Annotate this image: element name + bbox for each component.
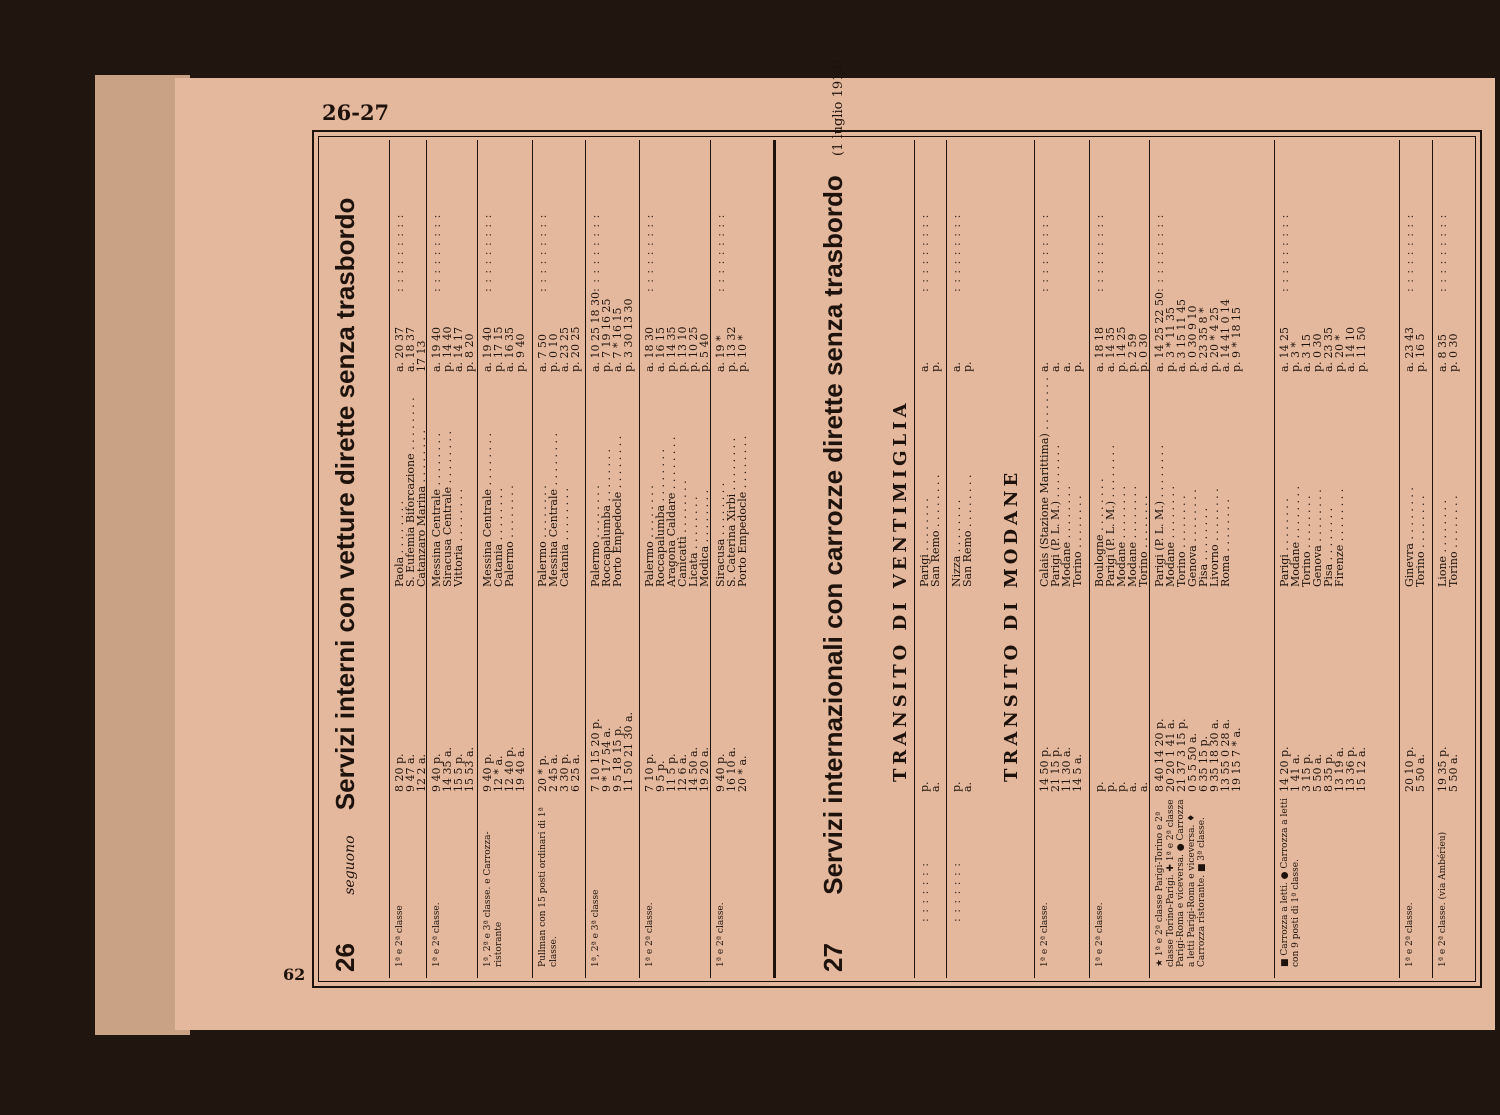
block-separator <box>585 140 586 978</box>
station-name: Torino . . . . . . . . <box>1175 495 1188 587</box>
departure-time: 15 53 a. <box>463 746 476 792</box>
class-note: 1ª e 2ª classe. <box>716 902 726 967</box>
station-name: Licata . . . . . . . . <box>687 496 700 587</box>
class-note: 1ª e 2ª classe. <box>1095 902 1105 967</box>
departure-time: 3 30 p. <box>558 753 571 792</box>
station-name: Torino . . . . . . . . <box>1071 495 1084 587</box>
arrival-time: p. <box>1071 361 1084 372</box>
departure-time: 9 5 p. <box>654 760 667 792</box>
departure-time: 11 5 p. <box>665 753 678 792</box>
departure-time: 8 20 p. <box>393 753 406 792</box>
station-name: Catania . . . . . . . . <box>492 487 505 587</box>
arrival-time: a. 23 35 <box>1322 326 1335 372</box>
departure-time: 19 20 a. <box>698 746 711 792</box>
departure-time: 14 50 p. <box>1038 746 1051 792</box>
departure-time: 12 40 p. <box>503 746 516 792</box>
arrival-time: p. 0 30 <box>1311 333 1324 372</box>
arrival-time: p. 8 20 <box>463 333 476 372</box>
filler-dots: : : : : : : : : : <box>1153 213 1166 292</box>
section-26-number: 26 <box>330 943 360 972</box>
station-name: Palermo . . . . . . . . <box>589 485 602 587</box>
station-name: Aragona Caldare . . . . . . . . <box>665 436 678 587</box>
class-note: ★ 1ª e 2ª classe Parigi-Torino e 2ª classe Torino-Parigi. ✚ 1ª e 2ª classe Parigi-Roma e viceversa. ● Carrozza a letti Parigi-Roma e viceversa. ♦ Carrozza ristorante. ■ 3ª classe. <box>1155 799 1207 967</box>
departure-time: p. <box>918 781 931 792</box>
block-separator <box>1089 140 1090 978</box>
block-separator <box>1274 140 1275 978</box>
timetable-block <box>481 136 533 982</box>
arrival-time: p. 14 25 <box>1115 326 1128 372</box>
arrival-time: a. 16 35 <box>503 326 516 372</box>
station-name: S. Eufemia Biforcazione . . . . . . . . <box>404 397 417 587</box>
station-name: Lione . . . . . . . . <box>1436 500 1449 587</box>
station-name: Torino . . . . . . . . <box>1447 495 1460 587</box>
arrival-time: p. 2 59 <box>1126 333 1139 372</box>
class-note: 1ª e 2ª classe. <box>1040 902 1050 967</box>
block-separator <box>477 140 478 978</box>
departure-time: 21 37 3 15 p. <box>1175 718 1188 792</box>
station-name: Paola . . . . . . . . <box>393 500 406 587</box>
arrival-time: a. <box>1049 361 1062 372</box>
arrival-time: a. 19 40 <box>481 326 494 372</box>
arrival-time: p. 9 40 <box>514 333 527 372</box>
departure-time: 16 10 a. <box>725 746 738 792</box>
station-name: San Remo . . . . . . . . <box>961 474 974 587</box>
section-27-number: 27 <box>818 943 848 972</box>
arrival-time: a. 19 40 <box>430 326 443 372</box>
class-note: Pullman con 15 posti ordinari di 1ª classe. <box>538 807 559 967</box>
station-name: San Remo . . . . . . . . <box>929 474 942 587</box>
departure-time: 11 30 a. <box>1060 746 1073 792</box>
departure-time: 3 15 p. <box>1300 753 1313 792</box>
timetable-block <box>643 136 711 982</box>
station-name: Firenze . . . . . . . . <box>1333 488 1346 587</box>
arrival-time: p. 3 * 11 35 <box>1164 306 1177 372</box>
departure-time: 20 * a. <box>736 755 749 792</box>
departure-time: 0 5 5 50 a. <box>1186 732 1199 792</box>
filler-dots: : : : : : : : <box>950 862 963 922</box>
departure-time: 14 5 a. <box>1071 753 1084 792</box>
departure-time: 13 55 0 28 a. <box>1219 718 1232 792</box>
station-name: Palermo . . . . . . . . <box>536 485 549 587</box>
section-26-title: Servizi interni con vetture dirette senza trasbordo <box>330 197 360 811</box>
departure-time: 8 35 p. <box>1322 753 1335 792</box>
arrival-time: p. 0 10 <box>547 333 560 372</box>
arrival-time: a. 14 25 22 50 <box>1153 291 1166 372</box>
arrival-time: a. <box>950 361 963 372</box>
filler-dots: : : : : : : : : : <box>589 213 602 292</box>
station-name: Parigi (P. L. M.) . . . . . . . . <box>1104 444 1117 587</box>
station-name: Modane . . . . . . . . <box>1164 485 1177 587</box>
arrival-time: p. <box>929 361 942 372</box>
station-name: Roccapalumba . . . . . . . . <box>654 449 667 587</box>
timetable-block <box>1038 136 1090 982</box>
class-note: 1ª e 2ª classe <box>395 905 405 967</box>
timetable-block <box>918 136 946 982</box>
block-separator <box>1399 140 1400 978</box>
block-separator <box>1034 140 1035 978</box>
arrival-time: p. 16 5 <box>1414 333 1427 372</box>
departure-time: 9 40 p. <box>714 753 727 792</box>
arrival-time: a. 3 15 <box>1300 333 1313 372</box>
departure-time: p. <box>1104 781 1117 792</box>
arrival-time: p. 0 30 9 10 <box>1186 305 1199 372</box>
departure-time: 7 10 15 20 p. <box>589 718 602 792</box>
departure-time: a. <box>1126 781 1139 792</box>
arrival-time: a. 14 17 <box>452 326 465 372</box>
station-name: Genova . . . . . . . . <box>1186 489 1199 587</box>
arrival-time: p. 14 35 <box>665 326 678 372</box>
block-separator <box>710 140 711 978</box>
departure-time: 5 50 a. <box>1447 753 1460 792</box>
departure-time: 14 50 a. <box>687 746 700 792</box>
arrival-time: p. 5 40 <box>698 333 711 372</box>
block-separator <box>389 140 390 978</box>
station-name: Nizza . . . . . . . . <box>950 499 963 587</box>
station-name: Siracusa . . . . . . . . <box>714 482 727 587</box>
timetable-block <box>1278 136 1398 982</box>
class-note: 1ª e 2ª classe. (via Ambérieu) <box>1438 831 1448 967</box>
timetable-block <box>1403 136 1433 982</box>
arrival-time: p. 3 * <box>1289 341 1302 372</box>
transit-ventimiglia: TRANSITO DI VENTIMIGLIA <box>890 399 911 782</box>
departure-time: 9 40 p. <box>430 753 443 792</box>
station-name: Messina Centrale . . . . . . . . <box>547 433 560 587</box>
departure-time: a. <box>929 781 942 792</box>
departure-time: 20 * p. <box>536 754 549 792</box>
arrival-time: a. 23 43 <box>1403 326 1416 372</box>
arrival-time: p. 9 * 18 15 <box>1230 306 1243 372</box>
class-note: ■ Carrozza a letti. ● Carrozza a letti con 9 posti di 1ª classe. <box>1280 798 1301 967</box>
departure-time: 12 2 a. <box>415 753 428 792</box>
departure-time: 7 10 p. <box>643 753 656 792</box>
timetable-block <box>714 136 766 982</box>
station-name: Ginevra . . . . . . . . <box>1403 487 1416 587</box>
block-separator <box>1149 140 1150 978</box>
departure-time: a. <box>961 781 974 792</box>
arrival-time: p. 0 30 <box>1137 333 1150 372</box>
arrival-time: a. 18 37 <box>404 326 417 372</box>
class-note: 1ª e 2ª classe. <box>432 902 442 967</box>
arrival-time: a. 7 * 16 15 <box>611 307 624 372</box>
arrival-time: a. 10 25 18 30 <box>589 291 602 372</box>
section-range: 26-27 <box>322 100 390 125</box>
departure-time: 12 6 a. <box>676 753 689 792</box>
section-26-heading <box>330 198 361 972</box>
arrival-time: p. 20 25 <box>569 326 582 372</box>
station-name: Livorno . . . . . . . . <box>1208 488 1221 587</box>
filler-dots: : : : : : : : : : <box>918 213 931 292</box>
arrival-time: a. 3 15 11 45 <box>1175 298 1188 372</box>
departure-time: a. <box>1137 781 1150 792</box>
filler-dots: : : : : : : : : : <box>1093 213 1106 292</box>
departure-time: 21 15 p. <box>1049 746 1062 792</box>
station-name: Boulogne . . . . . . . . <box>1093 478 1106 587</box>
departure-time: 14 35 a. <box>441 746 454 792</box>
timetable-block <box>1093 136 1149 982</box>
block-separator <box>426 140 427 978</box>
arrival-time: p. <box>961 361 974 372</box>
departure-time: 13 36 p. <box>1344 746 1357 792</box>
arrival-time: p. 11 50 <box>1355 326 1368 372</box>
arrival-time: a. 14 25 <box>1278 326 1291 372</box>
arrival-time: p. 14 40 <box>441 326 454 372</box>
arrival-time: 17 13 <box>415 340 428 372</box>
station-name: Modica . . . . . . . . <box>698 489 711 587</box>
departure-time: p. <box>1093 781 1106 792</box>
departure-time: 20 10 p. <box>1403 746 1416 792</box>
departure-time: 8 40 14 20 p. <box>1153 718 1166 792</box>
class-note: 1ª, 2ª e 3ª classe <box>591 889 601 967</box>
station-name: Modane . . . . . . . . <box>1060 485 1073 587</box>
station-name: Modane . . . . . . . . <box>1126 485 1139 587</box>
arrival-time: p. 10 25 <box>687 326 700 372</box>
filler-dots: : : : : : : : : : <box>430 213 443 292</box>
arrival-time: p. 7 19 16 25 <box>600 298 613 372</box>
departure-time: p. <box>950 781 963 792</box>
transit-modane: TRANSITO DI MODANE <box>1001 468 1022 782</box>
station-name: Catania . . . . . . . . <box>558 487 571 587</box>
station-name: S. Caterina Xirbi . . . . . . . . <box>725 437 738 587</box>
arrival-time: a. 19 * <box>714 335 727 372</box>
departure-time: 5 50 a. <box>1311 753 1324 792</box>
filler-dots: : : : : : : : : : <box>1278 213 1291 292</box>
departure-time: 9 47 a. <box>404 753 417 792</box>
timetable-block <box>950 136 978 982</box>
station-name: Canicattì . . . . . . . . <box>676 480 689 587</box>
arrival-time: p. 17 15 <box>492 326 505 372</box>
departure-time: 9 * 17 54 a. <box>600 727 613 792</box>
arrival-time: p. 10 * <box>736 334 749 372</box>
station-name: Modane . . . . . . . . <box>1115 485 1128 587</box>
block-separator <box>639 140 640 978</box>
departure-time: 11 50 21 30 a. <box>622 711 635 792</box>
section-27-date: (1 luglio 1913) <box>831 59 846 156</box>
station-name: Roma . . . . . . . . <box>1219 499 1232 587</box>
station-name: Parigi (P. L. M.) . . . . . . . . <box>1049 444 1062 587</box>
class-note: 1ª e 2ª classe. <box>645 902 655 967</box>
filler-dots: : : : : : : : : : <box>481 213 494 292</box>
arrival-time: a. 14 35 <box>1104 326 1117 372</box>
departure-time: 19 40 a. <box>514 746 527 792</box>
station-name: Parigi . . . . . . . . <box>1278 498 1291 587</box>
filler-dots: : : : : : : : : : <box>536 213 549 292</box>
page-number: 62 <box>283 965 306 984</box>
station-name: Roccapalumba . . . . . . . . <box>600 449 613 587</box>
timetable-block <box>1153 136 1273 982</box>
station-name: Porto Empedocle . . . . . . . . <box>611 435 624 587</box>
timetable-block <box>430 136 478 982</box>
departure-time: 9 5 18 15 p. <box>611 725 624 792</box>
arrival-time: a. 23 35 8 * <box>1197 307 1210 372</box>
station-name: Torino . . . . . . . . <box>1137 495 1150 587</box>
timetable-block <box>536 136 586 982</box>
station-name: Porto Empedocle . . . . . . . . <box>736 435 749 587</box>
departure-time: 19 15 7 * a. <box>1230 727 1243 792</box>
arrival-time: p. 0 30 <box>1447 333 1460 372</box>
station-name: Pisa . . . . . . . . <box>1197 507 1210 587</box>
section-27-title: Servizi internazionali con carrozze dirette senza trasbordo <box>818 175 848 895</box>
arrival-time: a. 18 30 <box>643 326 656 372</box>
filler-dots: : : : : : : : : : <box>1436 213 1449 292</box>
departure-time: 2 45 a. <box>547 753 560 792</box>
station-name: Palermo . . . . . . . . <box>643 485 656 587</box>
arrival-time: p. 13 32 <box>725 326 738 372</box>
departure-time: 14 20 p. <box>1278 746 1291 792</box>
departure-time: 20 20 1 41 a. <box>1164 718 1177 792</box>
station-name: Messina Centrale . . . . . . . . <box>430 433 443 587</box>
departure-time: 19 35 p. <box>1436 746 1449 792</box>
station-name: Genova . . . . . . . . <box>1311 489 1324 587</box>
station-name: Calais (Stazione Marittima) . . . . . . . . <box>1038 377 1051 587</box>
arrival-time: a. 8 35 <box>1436 333 1449 372</box>
section-26-continued: seguono <box>342 835 358 895</box>
station-name: Torino . . . . . . . . <box>1414 495 1427 587</box>
arrival-time: a. 7 50 <box>536 333 549 372</box>
station-name: Messina Centrale . . . . . . . . <box>481 433 494 587</box>
station-name: Palermo . . . . . . . . <box>503 485 516 587</box>
station-name: Siracusa Centrale . . . . . . . . <box>441 430 454 587</box>
class-note: 1ª e 2ª classe. <box>1405 902 1415 967</box>
arrival-time: p. 13 10 <box>676 326 689 372</box>
arrival-time: a. <box>1060 361 1073 372</box>
filler-dots: : : : : : : : : : <box>643 213 656 292</box>
arrival-time: a. <box>918 361 931 372</box>
filler-dots: : : : : : : : : : <box>1038 213 1051 292</box>
filler-dots: : : : : : : : <box>918 862 931 922</box>
block-separator <box>1432 140 1433 978</box>
station-name: Pisa . . . . . . . . <box>1322 507 1335 587</box>
departure-time: 1 41 a. <box>1289 753 1302 792</box>
filler-dots: : : : : : : : : : <box>1403 213 1416 292</box>
block-separator <box>532 140 533 978</box>
station-name: Modane . . . . . . . . <box>1289 485 1302 587</box>
departure-time: 9 40 p. <box>481 753 494 792</box>
timetable-block <box>1436 136 1470 982</box>
station-name: Torino . . . . . . . . <box>1300 495 1313 587</box>
arrival-time: p. 20 * 4 25 <box>1208 306 1221 372</box>
filler-dots: : : : : : : : : : <box>950 213 963 292</box>
section-divider <box>773 140 776 978</box>
departure-time: 6 35 15 p. <box>1197 735 1210 792</box>
arrival-time: a. 18 18 <box>1093 326 1106 372</box>
station-name: Catanzaro Marina . . . . . . . . <box>415 430 428 587</box>
arrival-time: p. 3 30 13 30 <box>622 298 635 372</box>
section-27-heading <box>818 59 849 972</box>
arrival-time: a. 16 15 <box>654 326 667 372</box>
departure-time: 5 50 a. <box>1414 753 1427 792</box>
timetable-block <box>393 136 427 982</box>
departure-time: 13 19 a. <box>1333 746 1346 792</box>
station-name: Vittoria . . . . . . . . <box>452 488 465 587</box>
arrival-time: a. 20 37 <box>393 326 406 372</box>
timetable-block <box>589 136 641 982</box>
arrival-time: a. 23 25 <box>558 326 571 372</box>
block-separator <box>946 140 947 978</box>
class-note: 1ª, 2ª e 3ª classe. e Carrozza-ristorante <box>483 831 504 967</box>
arrival-time: a. 14 41 0 14 <box>1219 298 1232 372</box>
arrival-time: a. 14 10 <box>1344 326 1357 372</box>
station-name: Parigi (P. L. M.) . . . . . . . . <box>1153 444 1166 587</box>
departure-time: 9 35 18 30 a. <box>1208 718 1221 792</box>
filler-dots: : : : : : : : : : <box>393 213 406 292</box>
arrival-time: a. <box>1038 361 1051 372</box>
arrival-time: p. 20 * <box>1333 334 1346 372</box>
departure-time: 12 * a. <box>492 755 505 792</box>
filler-dots: : : : : : : : : : <box>714 213 727 292</box>
block-separator <box>914 140 915 978</box>
station-name: Parigi . . . . . . . . <box>918 498 931 587</box>
departure-time: 6 25 a. <box>569 753 582 792</box>
departure-time: 15 5 p. <box>452 753 465 792</box>
departure-time: 15 12 a. <box>1355 746 1368 792</box>
departure-time: p. <box>1115 781 1128 792</box>
